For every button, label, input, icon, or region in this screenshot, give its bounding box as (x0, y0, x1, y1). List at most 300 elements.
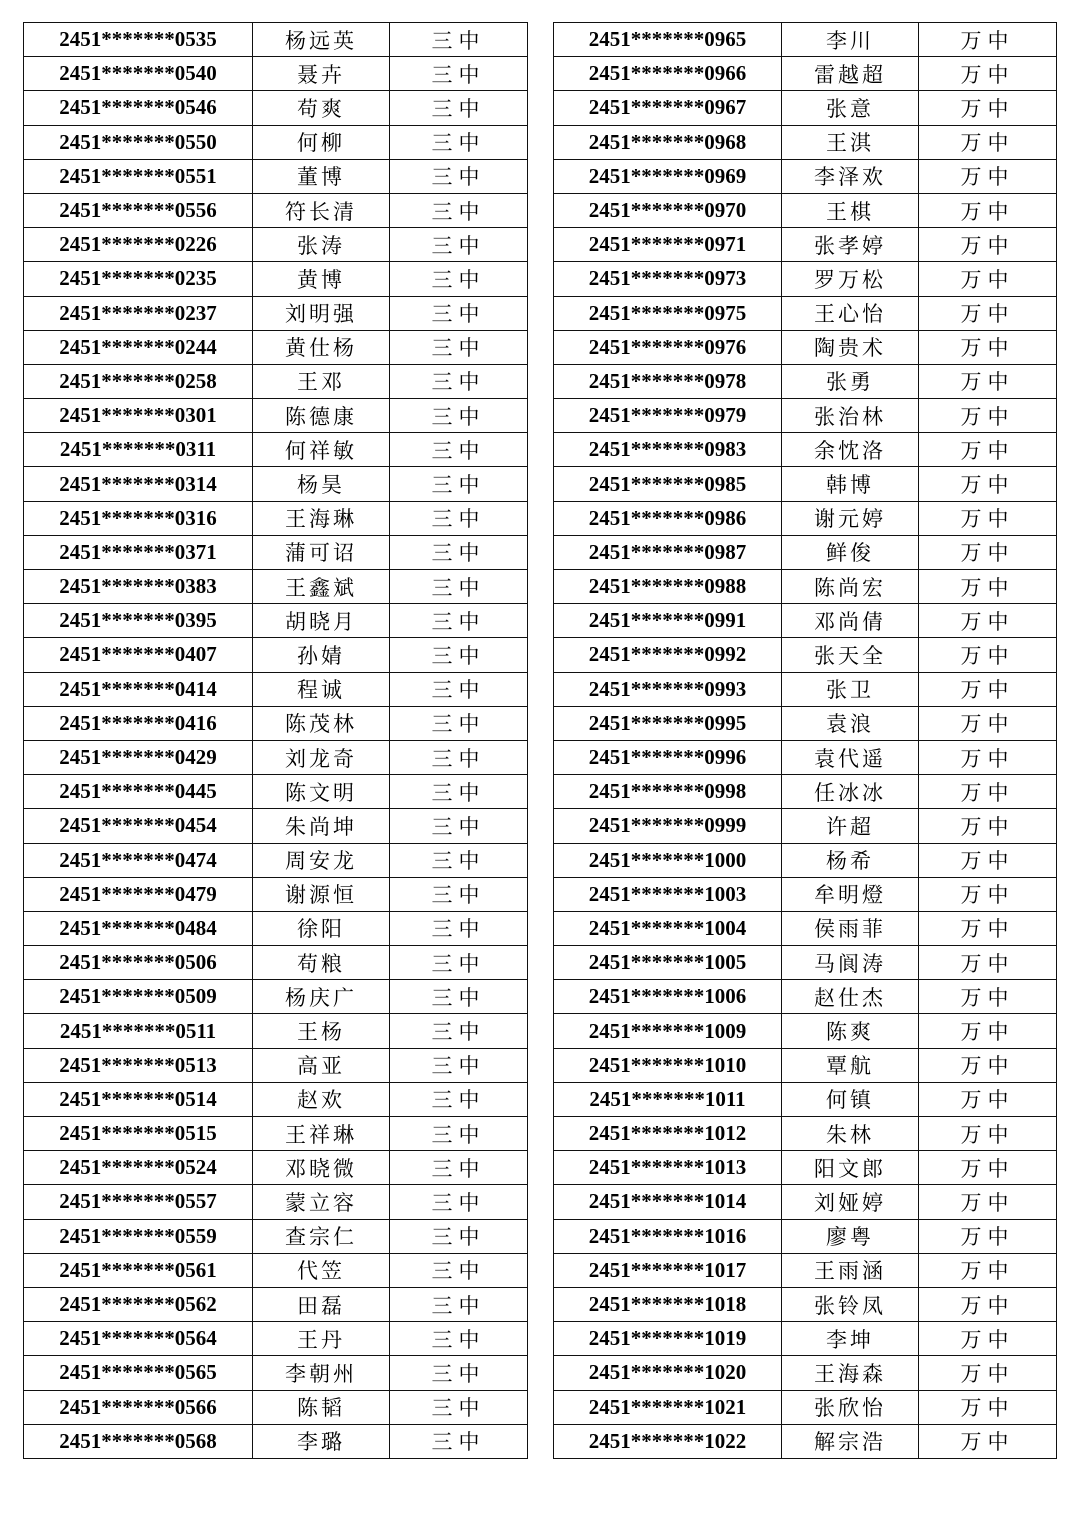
table-row (554, 1151, 1057, 1185)
candidate-id-cell: 2451*******0986 (554, 501, 782, 535)
candidate-name-cell: 王雨涵 (782, 1253, 919, 1287)
candidate-id-cell: 2451*******0235 (24, 262, 253, 296)
candidate-name-cell: 聂卉 (253, 57, 390, 91)
school-cell: 万中 (919, 877, 1057, 911)
table-row (24, 57, 528, 91)
candidate-name-cell: 侯雨菲 (782, 911, 919, 945)
table-row (24, 467, 528, 501)
school-cell: 万中 (919, 262, 1057, 296)
table-row (24, 843, 528, 877)
table-row (24, 1151, 528, 1185)
candidate-id-cell: 2451*******0301 (24, 399, 253, 433)
table-row (24, 1082, 528, 1116)
table-row (24, 364, 528, 398)
table-row (554, 433, 1057, 467)
school-cell: 万中 (919, 1151, 1057, 1185)
candidate-name-cell: 王祥琳 (253, 1117, 390, 1151)
candidate-name-cell: 覃航 (782, 1048, 919, 1082)
school-cell: 万中 (919, 1219, 1057, 1253)
candidate-name-cell: 杨庆广 (253, 980, 390, 1014)
table-row (24, 1390, 528, 1424)
candidate-name-cell: 陶贵术 (782, 330, 919, 364)
candidate-id-cell: 2451*******0316 (24, 501, 253, 535)
table-row (554, 706, 1057, 740)
candidate-name-cell: 代笠 (253, 1253, 390, 1287)
table-row (554, 1322, 1057, 1356)
candidate-name-cell: 王邓 (253, 364, 390, 398)
candidate-id-cell: 2451*******0999 (554, 809, 782, 843)
candidate-id-cell: 2451*******0561 (24, 1253, 253, 1287)
candidate-name-cell: 陈茂林 (253, 706, 390, 740)
school-cell: 三中 (390, 433, 528, 467)
candidate-id-cell: 2451*******0991 (554, 604, 782, 638)
candidate-id-cell: 2451*******0395 (24, 604, 253, 638)
candidate-name-cell: 李朝州 (253, 1356, 390, 1390)
candidate-id-cell: 2451*******0970 (554, 193, 782, 227)
school-cell: 万中 (919, 535, 1057, 569)
school-cell: 三中 (390, 125, 528, 159)
school-cell: 三中 (390, 1356, 528, 1390)
candidate-name-cell: 王丹 (253, 1322, 390, 1356)
table-row (24, 672, 528, 706)
candidate-name-cell: 蒙立容 (253, 1185, 390, 1219)
school-cell: 万中 (919, 1356, 1057, 1390)
candidate-id-cell: 2451*******1017 (554, 1253, 782, 1287)
candidate-name-cell: 余忱洛 (782, 433, 919, 467)
school-cell: 三中 (390, 1219, 528, 1253)
table-row (24, 1356, 528, 1390)
candidate-name-cell: 牟明燈 (782, 877, 919, 911)
candidate-name-cell: 陈韬 (253, 1390, 390, 1424)
candidate-name-cell: 解宗浩 (782, 1424, 919, 1458)
candidate-id-cell: 2451*******1003 (554, 877, 782, 911)
school-cell: 万中 (919, 946, 1057, 980)
candidate-name-cell: 王棋 (782, 193, 919, 227)
school-cell: 万中 (919, 125, 1057, 159)
candidate-name-cell: 韩博 (782, 467, 919, 501)
candidate-id-cell: 2451*******0524 (24, 1151, 253, 1185)
candidate-id-cell: 2451*******0535 (24, 23, 253, 57)
candidate-name-cell: 陈尚宏 (782, 570, 919, 604)
school-cell: 万中 (919, 706, 1057, 740)
candidate-id-cell: 2451*******0551 (24, 159, 253, 193)
school-cell: 三中 (390, 364, 528, 398)
candidate-id-cell: 2451*******0998 (554, 775, 782, 809)
candidate-name-cell: 廖粤 (782, 1219, 919, 1253)
candidate-id-cell: 2451*******1016 (554, 1219, 782, 1253)
school-cell: 万中 (919, 296, 1057, 330)
school-cell: 万中 (919, 57, 1057, 91)
candidate-name-cell: 李泽欢 (782, 159, 919, 193)
table-row (554, 535, 1057, 569)
candidate-id-cell: 2451*******0515 (24, 1117, 253, 1151)
candidate-id-cell: 2451*******0513 (24, 1048, 253, 1082)
candidate-name-cell: 李川 (782, 23, 919, 57)
school-cell: 三中 (390, 159, 528, 193)
candidate-name-cell: 朱尚坤 (253, 809, 390, 843)
candidate-id-cell: 2451*******0314 (24, 467, 253, 501)
candidate-id-cell: 2451*******0429 (24, 740, 253, 774)
table-row (24, 604, 528, 638)
candidate-name-cell: 许超 (782, 809, 919, 843)
school-cell: 三中 (390, 23, 528, 57)
school-cell: 万中 (919, 980, 1057, 1014)
candidate-name-cell: 张孝婷 (782, 228, 919, 262)
table-row (24, 706, 528, 740)
candidate-name-cell: 符长清 (253, 193, 390, 227)
candidate-id-cell: 2451*******0993 (554, 672, 782, 706)
candidate-id-cell: 2451*******1022 (554, 1424, 782, 1458)
school-cell: 三中 (390, 399, 528, 433)
school-cell: 三中 (390, 843, 528, 877)
school-cell: 万中 (919, 1082, 1057, 1116)
candidate-name-cell: 孙婧 (253, 638, 390, 672)
candidate-id-cell: 2451*******1019 (554, 1322, 782, 1356)
school-cell: 万中 (919, 1117, 1057, 1151)
table-row (24, 501, 528, 535)
candidate-name-cell: 袁代遥 (782, 740, 919, 774)
table-row (554, 501, 1057, 535)
school-cell: 万中 (919, 1014, 1057, 1048)
candidate-id-cell: 2451*******0987 (554, 535, 782, 569)
school-cell: 万中 (919, 23, 1057, 57)
roster-table-right (553, 22, 1057, 1459)
table-row (554, 159, 1057, 193)
table-row (554, 399, 1057, 433)
candidate-name-cell: 刘娅婷 (782, 1185, 919, 1219)
candidate-name-cell: 刘龙奇 (253, 740, 390, 774)
table-row (24, 125, 528, 159)
school-cell: 万中 (919, 159, 1057, 193)
table-row (24, 193, 528, 227)
school-cell: 万中 (919, 809, 1057, 843)
candidate-id-cell: 2451*******1005 (554, 946, 782, 980)
candidate-name-cell: 何镇 (782, 1082, 919, 1116)
candidate-id-cell: 2451*******1004 (554, 911, 782, 945)
school-cell: 万中 (919, 740, 1057, 774)
candidate-name-cell: 胡晓月 (253, 604, 390, 638)
candidate-id-cell: 2451*******1012 (554, 1117, 782, 1151)
candidate-name-cell: 邓尚倩 (782, 604, 919, 638)
candidate-id-cell: 2451*******0244 (24, 330, 253, 364)
candidate-id-cell: 2451*******0969 (554, 159, 782, 193)
school-cell: 万中 (919, 501, 1057, 535)
school-cell: 万中 (919, 91, 1057, 125)
candidate-name-cell: 程诚 (253, 672, 390, 706)
candidate-id-cell: 2451*******0514 (24, 1082, 253, 1116)
table-row (554, 672, 1057, 706)
school-cell: 三中 (390, 911, 528, 945)
table-row (554, 330, 1057, 364)
table-row (554, 1117, 1057, 1151)
candidate-id-cell: 2451*******0562 (24, 1287, 253, 1321)
candidate-id-cell: 2451*******1013 (554, 1151, 782, 1185)
table-row (24, 1014, 528, 1048)
table-row (554, 911, 1057, 945)
candidate-name-cell: 高亚 (253, 1048, 390, 1082)
candidate-name-cell: 张铃凤 (782, 1287, 919, 1321)
table-row (24, 296, 528, 330)
candidate-name-cell: 赵欢 (253, 1082, 390, 1116)
candidate-id-cell: 2451*******0454 (24, 809, 253, 843)
school-cell: 三中 (390, 740, 528, 774)
candidate-name-cell: 朱林 (782, 1117, 919, 1151)
table-row (24, 228, 528, 262)
candidate-name-cell: 李坤 (782, 1322, 919, 1356)
school-cell: 三中 (390, 467, 528, 501)
school-cell: 三中 (390, 1253, 528, 1287)
table-row (24, 740, 528, 774)
table-row (554, 877, 1057, 911)
candidate-name-cell: 张涛 (253, 228, 390, 262)
table-row (554, 125, 1057, 159)
table-row (554, 1287, 1057, 1321)
candidate-id-cell: 2451*******0311 (24, 433, 253, 467)
table-row (554, 91, 1057, 125)
school-cell: 三中 (390, 672, 528, 706)
candidate-id-cell: 2451*******0565 (24, 1356, 253, 1390)
school-cell: 三中 (390, 330, 528, 364)
candidate-id-cell: 2451*******0988 (554, 570, 782, 604)
candidate-name-cell: 杨希 (782, 843, 919, 877)
table-row (554, 1253, 1057, 1287)
table-row (24, 262, 528, 296)
table-row (554, 946, 1057, 980)
school-cell: 万中 (919, 1287, 1057, 1321)
candidate-id-cell: 2451*******0506 (24, 946, 253, 980)
candidate-id-cell: 2451*******0383 (24, 570, 253, 604)
candidate-id-cell: 2451*******0557 (24, 1185, 253, 1219)
school-cell: 三中 (390, 638, 528, 672)
candidate-id-cell: 2451*******1014 (554, 1185, 782, 1219)
school-cell: 万中 (919, 1048, 1057, 1082)
candidate-name-cell: 王海森 (782, 1356, 919, 1390)
table-row (24, 980, 528, 1014)
table-row (24, 433, 528, 467)
candidate-id-cell: 2451*******0474 (24, 843, 253, 877)
table-row (554, 467, 1057, 501)
candidate-id-cell: 2451*******1010 (554, 1048, 782, 1082)
table-row (554, 364, 1057, 398)
table-row (24, 1424, 528, 1458)
school-cell: 三中 (390, 1424, 528, 1458)
table-row (554, 262, 1057, 296)
school-cell: 万中 (919, 604, 1057, 638)
table-row (554, 1048, 1057, 1082)
school-cell: 万中 (919, 672, 1057, 706)
school-cell: 三中 (390, 1117, 528, 1151)
candidate-name-cell: 杨昊 (253, 467, 390, 501)
school-cell: 三中 (390, 193, 528, 227)
candidate-id-cell: 2451*******1011 (554, 1082, 782, 1116)
candidate-name-cell: 董博 (253, 159, 390, 193)
school-cell: 万中 (919, 1390, 1057, 1424)
candidate-id-cell: 2451*******0550 (24, 125, 253, 159)
table-row (24, 1322, 528, 1356)
table-row (554, 1356, 1057, 1390)
school-cell: 万中 (919, 1185, 1057, 1219)
candidate-id-cell: 2451*******0996 (554, 740, 782, 774)
school-cell: 万中 (919, 1322, 1057, 1356)
school-cell: 三中 (390, 262, 528, 296)
candidate-name-cell: 刘明强 (253, 296, 390, 330)
candidate-id-cell: 2451*******1018 (554, 1287, 782, 1321)
candidate-id-cell: 2451*******0445 (24, 775, 253, 809)
school-cell: 三中 (390, 1322, 528, 1356)
school-cell: 万中 (919, 843, 1057, 877)
candidate-name-cell: 张欣怡 (782, 1390, 919, 1424)
table-row (554, 980, 1057, 1014)
table-row (554, 809, 1057, 843)
school-cell: 三中 (390, 1082, 528, 1116)
school-cell: 三中 (390, 946, 528, 980)
school-cell: 三中 (390, 501, 528, 535)
table-row (24, 1287, 528, 1321)
table-row (24, 1185, 528, 1219)
table-row (24, 1219, 528, 1253)
candidate-name-cell: 阳文郎 (782, 1151, 919, 1185)
school-cell: 万中 (919, 911, 1057, 945)
candidate-id-cell: 2451*******1000 (554, 843, 782, 877)
candidate-name-cell: 查宗仁 (253, 1219, 390, 1253)
candidate-id-cell: 2451*******1009 (554, 1014, 782, 1048)
school-cell: 三中 (390, 1390, 528, 1424)
table-row (24, 775, 528, 809)
table-row (554, 775, 1057, 809)
candidate-name-cell: 张治林 (782, 399, 919, 433)
table-row (554, 1082, 1057, 1116)
school-cell: 三中 (390, 228, 528, 262)
roster-table-left (23, 22, 528, 1459)
candidate-name-cell: 黄博 (253, 262, 390, 296)
school-cell: 万中 (919, 228, 1057, 262)
candidate-id-cell: 2451*******0968 (554, 125, 782, 159)
candidate-name-cell: 蒲可诏 (253, 535, 390, 569)
school-cell: 万中 (919, 570, 1057, 604)
table-row (554, 23, 1057, 57)
candidate-name-cell: 黄仕杨 (253, 330, 390, 364)
candidate-id-cell: 2451*******0371 (24, 535, 253, 569)
table-row (24, 911, 528, 945)
candidate-id-cell: 2451*******1006 (554, 980, 782, 1014)
school-cell: 万中 (919, 638, 1057, 672)
table-row (24, 91, 528, 125)
candidate-id-cell: 2451*******0559 (24, 1219, 253, 1253)
candidate-name-cell: 张意 (782, 91, 919, 125)
table-row (24, 1253, 528, 1287)
table-row (554, 604, 1057, 638)
school-cell: 万中 (919, 433, 1057, 467)
candidate-id-cell: 2451*******0976 (554, 330, 782, 364)
candidate-name-cell: 苟爽 (253, 91, 390, 125)
candidate-name-cell: 张卫 (782, 672, 919, 706)
school-cell: 三中 (390, 604, 528, 638)
table-row (554, 296, 1057, 330)
candidate-name-cell: 鲜俊 (782, 535, 919, 569)
table-row (554, 228, 1057, 262)
candidate-id-cell: 2451*******0983 (554, 433, 782, 467)
table-row (554, 1390, 1057, 1424)
candidate-name-cell: 张天全 (782, 638, 919, 672)
school-cell: 三中 (390, 877, 528, 911)
candidate-name-cell: 雷越超 (782, 57, 919, 91)
table-row (24, 159, 528, 193)
candidate-id-cell: 2451*******0568 (24, 1424, 253, 1458)
table-row (24, 946, 528, 980)
school-cell: 三中 (390, 296, 528, 330)
table-row (554, 638, 1057, 672)
candidate-name-cell: 王杨 (253, 1014, 390, 1048)
school-cell: 三中 (390, 91, 528, 125)
school-cell: 万中 (919, 330, 1057, 364)
table-row (24, 638, 528, 672)
candidate-name-cell: 陈德康 (253, 399, 390, 433)
table-row (554, 57, 1057, 91)
table-row (554, 1014, 1057, 1048)
candidate-id-cell: 2451*******0511 (24, 1014, 253, 1048)
table-row (554, 570, 1057, 604)
candidate-id-cell: 2451*******0564 (24, 1322, 253, 1356)
candidate-id-cell: 2451*******1020 (554, 1356, 782, 1390)
school-cell: 三中 (390, 775, 528, 809)
candidate-name-cell: 赵仕杰 (782, 980, 919, 1014)
candidate-id-cell: 2451*******0985 (554, 467, 782, 501)
table-row (554, 193, 1057, 227)
candidate-name-cell: 徐阳 (253, 911, 390, 945)
candidate-id-cell: 2451*******0975 (554, 296, 782, 330)
school-cell: 三中 (390, 1048, 528, 1082)
candidate-id-cell: 2451*******0407 (24, 638, 253, 672)
candidate-id-cell: 2451*******1021 (554, 1390, 782, 1424)
candidate-name-cell: 王海琳 (253, 501, 390, 535)
table-row (554, 1219, 1057, 1253)
table-row (24, 570, 528, 604)
school-cell: 万中 (919, 775, 1057, 809)
candidate-id-cell: 2451*******0979 (554, 399, 782, 433)
candidate-id-cell: 2451*******0484 (24, 911, 253, 945)
candidate-id-cell: 2451*******0971 (554, 228, 782, 262)
candidate-id-cell: 2451*******0416 (24, 706, 253, 740)
candidate-id-cell: 2451*******0556 (24, 193, 253, 227)
school-cell: 万中 (919, 467, 1057, 501)
candidate-id-cell: 2451*******0973 (554, 262, 782, 296)
roster-table-body (554, 23, 1057, 1459)
table-row (554, 1424, 1057, 1458)
school-cell: 万中 (919, 364, 1057, 398)
school-cell: 三中 (390, 980, 528, 1014)
candidate-name-cell: 马阆涛 (782, 946, 919, 980)
school-cell: 三中 (390, 1185, 528, 1219)
school-cell: 万中 (919, 399, 1057, 433)
school-cell: 三中 (390, 1287, 528, 1321)
candidate-id-cell: 2451*******0995 (554, 706, 782, 740)
candidate-name-cell: 王心怡 (782, 296, 919, 330)
candidate-name-cell: 王鑫斌 (253, 570, 390, 604)
table-row (24, 23, 528, 57)
candidate-name-cell: 田磊 (253, 1287, 390, 1321)
candidate-name-cell: 何祥敏 (253, 433, 390, 467)
candidate-id-cell: 2451*******0965 (554, 23, 782, 57)
table-row (24, 330, 528, 364)
table-row (24, 809, 528, 843)
table-row (24, 535, 528, 569)
school-cell: 三中 (390, 570, 528, 604)
school-cell: 万中 (919, 1424, 1057, 1458)
roster-table-body (24, 23, 528, 1459)
school-cell: 三中 (390, 1151, 528, 1185)
candidate-id-cell: 2451*******0978 (554, 364, 782, 398)
candidate-id-cell: 2451*******0540 (24, 57, 253, 91)
